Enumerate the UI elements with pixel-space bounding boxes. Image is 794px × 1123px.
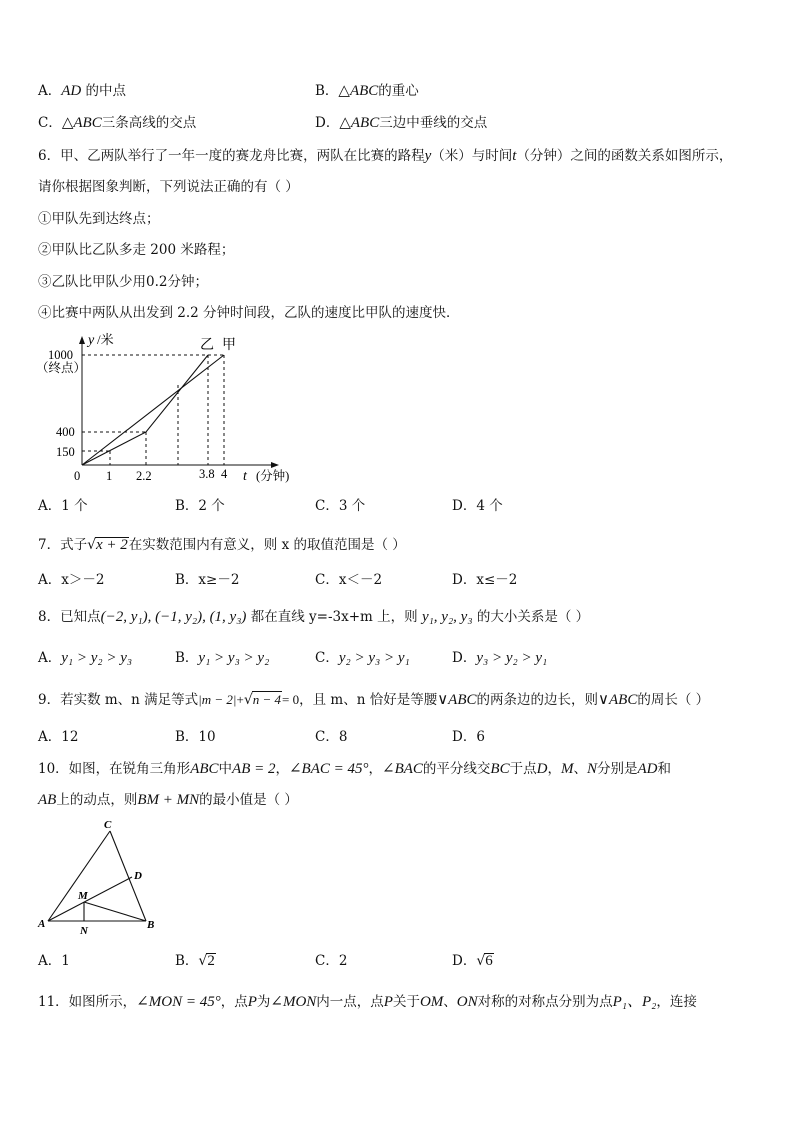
radical-sign: √	[243, 692, 253, 708]
label-yi: 乙	[200, 338, 214, 353]
x-axis-label-var: t	[243, 469, 247, 484]
q8-option-d: D．y₃ > y₂ > y₁	[452, 650, 548, 666]
line-team-yi	[82, 355, 208, 465]
q5-option-b: B．△ABC的重心	[315, 83, 419, 99]
q7-option-d: D．x≤－2	[452, 572, 518, 588]
q10-option-b: B．√2	[175, 953, 215, 969]
point-label-m: M	[78, 890, 88, 902]
q5-option-a: A．AD 的中点	[38, 83, 127, 99]
q10-triangle-figure	[36, 815, 166, 937]
point-label-d: D	[134, 870, 142, 882]
q6-stem-line1: 6．甲、乙两队举行了一年一度的赛龙舟比赛，两队在比赛的路程y（米）与时间t（分钟）之间的函数关系如图所示，	[38, 148, 733, 164]
line-team-jia	[82, 355, 224, 465]
q5-option-c: C．△ABC三条高线的交点	[38, 115, 197, 131]
q6-option-c: C．3 个	[315, 498, 366, 514]
y-axis-label-unit: /米	[97, 332, 114, 347]
x-tick-2-2: 2.2	[136, 469, 152, 483]
q10-stem-line2: AB上的动点，则BM + MN的最小值是（ ）	[38, 792, 298, 808]
q8-option-b: B．y₁ > y₃ > y₂	[175, 650, 270, 666]
x-tick-4: 4	[221, 467, 228, 481]
q10-option-a: A．1	[38, 953, 70, 969]
radical-sign: √	[198, 953, 208, 969]
q9-stem: 9．若实数 m、n 满足等式|m − 2|+√n − 4= 0，且 m、n 恰好是等腰∨ABC的两条边的边长，则∨ABC的周长（ ）	[38, 692, 710, 708]
point-label-n: N	[80, 925, 88, 937]
q6-statement-1: ①甲队先到达终点；	[38, 211, 160, 227]
q6-option-d: D．4 个	[452, 498, 503, 514]
q8-stem: 8．已知点(−2, y₁), (−1, y₂), (1, y₃) 都在直线 y=-3x+m 上，则 y₁, y₂, y₃ 的大小关系是（ ）	[38, 609, 590, 625]
y-tick-1000: 1000	[48, 348, 73, 362]
q10-stem-line1: 10．如图，在锐角三角形ABC中AB = 2，∠BAC = 45°，∠BAC的平分线交BC于点D，M、N分别是AD和	[38, 761, 671, 777]
q9-option-a: A．12	[38, 729, 79, 745]
q7-option-b: B．x≥－2	[175, 572, 240, 588]
q6-option-a: A．1 个	[38, 498, 88, 514]
radical-sign: √	[87, 537, 97, 553]
bisector-ad	[48, 877, 132, 921]
label-jia: 甲	[222, 338, 236, 353]
y-tick-400: 400	[56, 425, 75, 439]
finish-label: （终点）	[36, 361, 87, 375]
x-axis-arrow	[271, 462, 279, 468]
vertex-label-a: A	[38, 918, 46, 930]
q7-option-a: A．x＞－2	[38, 572, 105, 588]
q8-option-a: A．y₁ > y₂ > y₃	[38, 650, 133, 666]
radical-sign: √	[476, 953, 486, 969]
origin-label: 0	[74, 469, 81, 483]
q11-stem: 11．如图所示，∠MON = 45°，点P为∠MON内一点，点P关于OM、ON对称的对称点分别为点P₁、P₂，连接	[38, 994, 697, 1010]
x-axis-label-unit: (分钟)	[256, 469, 290, 483]
y-axis-arrow	[79, 336, 85, 344]
q6-stem-line2: 请你根据图象判断，下列说法正确的有（ ）	[38, 179, 299, 195]
y-tick-150: 150	[56, 445, 75, 459]
q6-option-b: B．2 个	[175, 498, 225, 514]
q10-option-d: D．√6	[452, 953, 493, 969]
x-tick-3-8: 3.8	[199, 467, 215, 481]
q9-option-c: C．8	[315, 729, 348, 745]
q6-distance-time-graph	[30, 330, 310, 490]
q6-statement-3: ③乙队比甲队少用0.2分钟；	[38, 274, 208, 290]
vertex-label-b: B	[147, 919, 155, 931]
q9-option-d: D．6	[452, 729, 485, 745]
q10-option-c: C．2	[315, 953, 348, 969]
y-axis-label-var: y	[88, 333, 95, 348]
q8-option-c: C．y₂ > y₃ > y₁	[315, 650, 410, 666]
q6-statement-4: ④比赛中两队从出发到 2.2 分钟时间段，乙队的速度比甲队的速度快．	[38, 305, 460, 321]
q6-statement-2: ②甲队比乙队多走 200 米路程；	[38, 242, 235, 258]
vertex-label-c: C	[104, 819, 112, 831]
q9-option-b: B．10	[175, 729, 216, 745]
q5-option-d: D．△ABC三边中垂线的交点	[315, 115, 488, 131]
q7-option-c: C．x＜－2	[315, 572, 383, 588]
x-tick-1: 1	[106, 469, 113, 483]
q7-stem: 7．式子√x + 2在实数范围内有意义，则 x 的取值范围是（ ）	[38, 537, 406, 553]
segment-bm	[84, 902, 146, 921]
